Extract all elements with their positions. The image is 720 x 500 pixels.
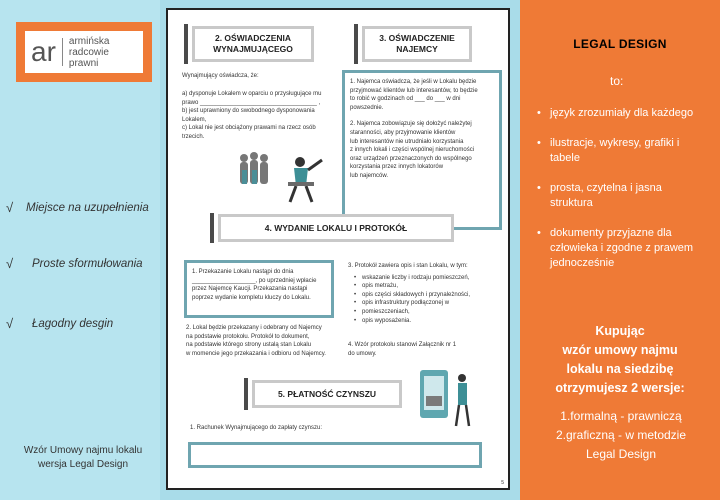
page-number: 5 [501, 480, 504, 486]
company-logo [16, 22, 152, 82]
phone-illustration [416, 366, 476, 428]
section-4-item-4: 4. Wzór protokołu stanowi Załącznik nr 1 do umowy. [348, 342, 457, 357]
bullet-item: • prosta, czytelna i jasna struktura [537, 181, 707, 211]
section-4-item-3: 3. Protokół zawiera opis i stan Lokalu, w tym: • wskazanie liczby i rodzaju pomieszczeń, • opis metrażu, • opis części składowych i przynależności, • opis infrastruktury podłączonej w • pomieszczeniach, • opis wyposażenia. [348, 262, 503, 325]
legal-design-title: LEGAL DESIGN [573, 37, 667, 51]
section-title-4: 4. WYDANIE LOKALU I PROTOKÓŁ [218, 214, 454, 242]
bank-account-field[interactable] [188, 442, 482, 468]
section-3-statement-box [342, 70, 502, 230]
section-3-item-2: 2. Najemca zobowiązuje się dołożyć należytej staranności, aby przyjmowanie klientów lub interesantów nie utrudniało korzystania z innych lokali i części wspólnej nieruchomości oraz urządzeń przeznaczonych do wspólnego korzystania przez innych lokatorów lub najemców. [350, 121, 475, 179]
legal-design-to: to: [610, 74, 624, 88]
logo-line: radcowie [68, 46, 109, 58]
feature-label: Łagodny desgin [32, 317, 114, 330]
section-2-intro: Wynajmujący oświadcza, że: [182, 73, 259, 79]
feature-label: Miejsce na uzupełnienia [26, 201, 149, 214]
caption-line: wersja Legal Design [37, 459, 129, 470]
section-accent-bar [244, 378, 248, 410]
section-accent-bar [184, 24, 188, 64]
logo-line: armińska [68, 35, 110, 47]
people-illustration [238, 152, 328, 204]
legal-design-bullets [537, 106, 707, 286]
section-2-items: a) dysponuje Lokalem w oparciu o przysługujące mu prawo ___________________________________ , b) jest uprawniony do swobodnego dysponowania Lokalem, c) Lokal nie jest obciążony prawami na rzecz osób trzecich. [182, 91, 322, 140]
left-panel [0, 0, 160, 500]
section-4-item-1-box: 1. Przekazanie Lokalu nastąpi do dnia ___________________, po uprzedniej wpłacie przez Najemcę Kaucji. Przekazania nastąpi poprzez wydanie kompletu kluczy do Lokalu. [184, 260, 334, 318]
section-title-5: 5. PŁATNOŚĆ CZYNSZU [252, 380, 402, 408]
section-5-item-1: 1. Rachunek Wynajmującego do zapłaty czynszu: [190, 425, 323, 431]
feature-label: Proste sformułowania [32, 257, 143, 270]
feature-item [6, 200, 149, 215]
bullet-item: • dokumenty przyjazne dla człowieka i zgodne z prawem jednocześnie [537, 226, 707, 271]
bullet-item: • ilustracje, wykresy, grafiki i tabele [537, 136, 707, 166]
section-3-item-1: 1. Najemca oświadcza, że jeśli w Lokalu będzie przyjmować klientów lub interesantów, to będzie to robić w godzinach od ___ do ___ w dni powszednie. [350, 79, 478, 111]
bullet-item: • język zrozumiały dla każdego [537, 106, 707, 121]
checkmark-icon: √ [6, 256, 14, 271]
logo-mark: ar [31, 38, 63, 66]
section-accent-bar [210, 213, 214, 243]
left-caption [8, 444, 158, 472]
caption-line: Wzór Umowy najmu lokalu [23, 445, 143, 456]
checkmark-icon: √ [6, 316, 14, 331]
purchase-info: Kupując wzór umowy najmu lokalu na siedzibę otrzymujesz 2 wersje: [555, 324, 685, 395]
document-page [166, 8, 510, 490]
logo-line: prawni [68, 57, 99, 69]
section-title-3: 3. OŚWIADCZENIE NAJEMCY [362, 26, 472, 62]
checkmark-icon: √ [6, 200, 14, 215]
section-title-2: 2. OŚWIADCZENIA WYNAJMUJĄCEGO [192, 26, 314, 62]
section-4-item-2: 2. Lokal będzie przekazany i odebrany od Najemcy na podstawie protokołu. Protokół to dokument, na podstawie którego strony ustalą stan Lokalu w momencie jego przekazania i odbioru od Najemcy. [186, 325, 326, 357]
section-accent-bar [354, 24, 358, 64]
versions-list: 1.formalną - prawniczą 2.graficzną - w metodzie Legal Design [555, 409, 687, 461]
feature-item [6, 256, 143, 271]
feature-item [6, 316, 113, 331]
